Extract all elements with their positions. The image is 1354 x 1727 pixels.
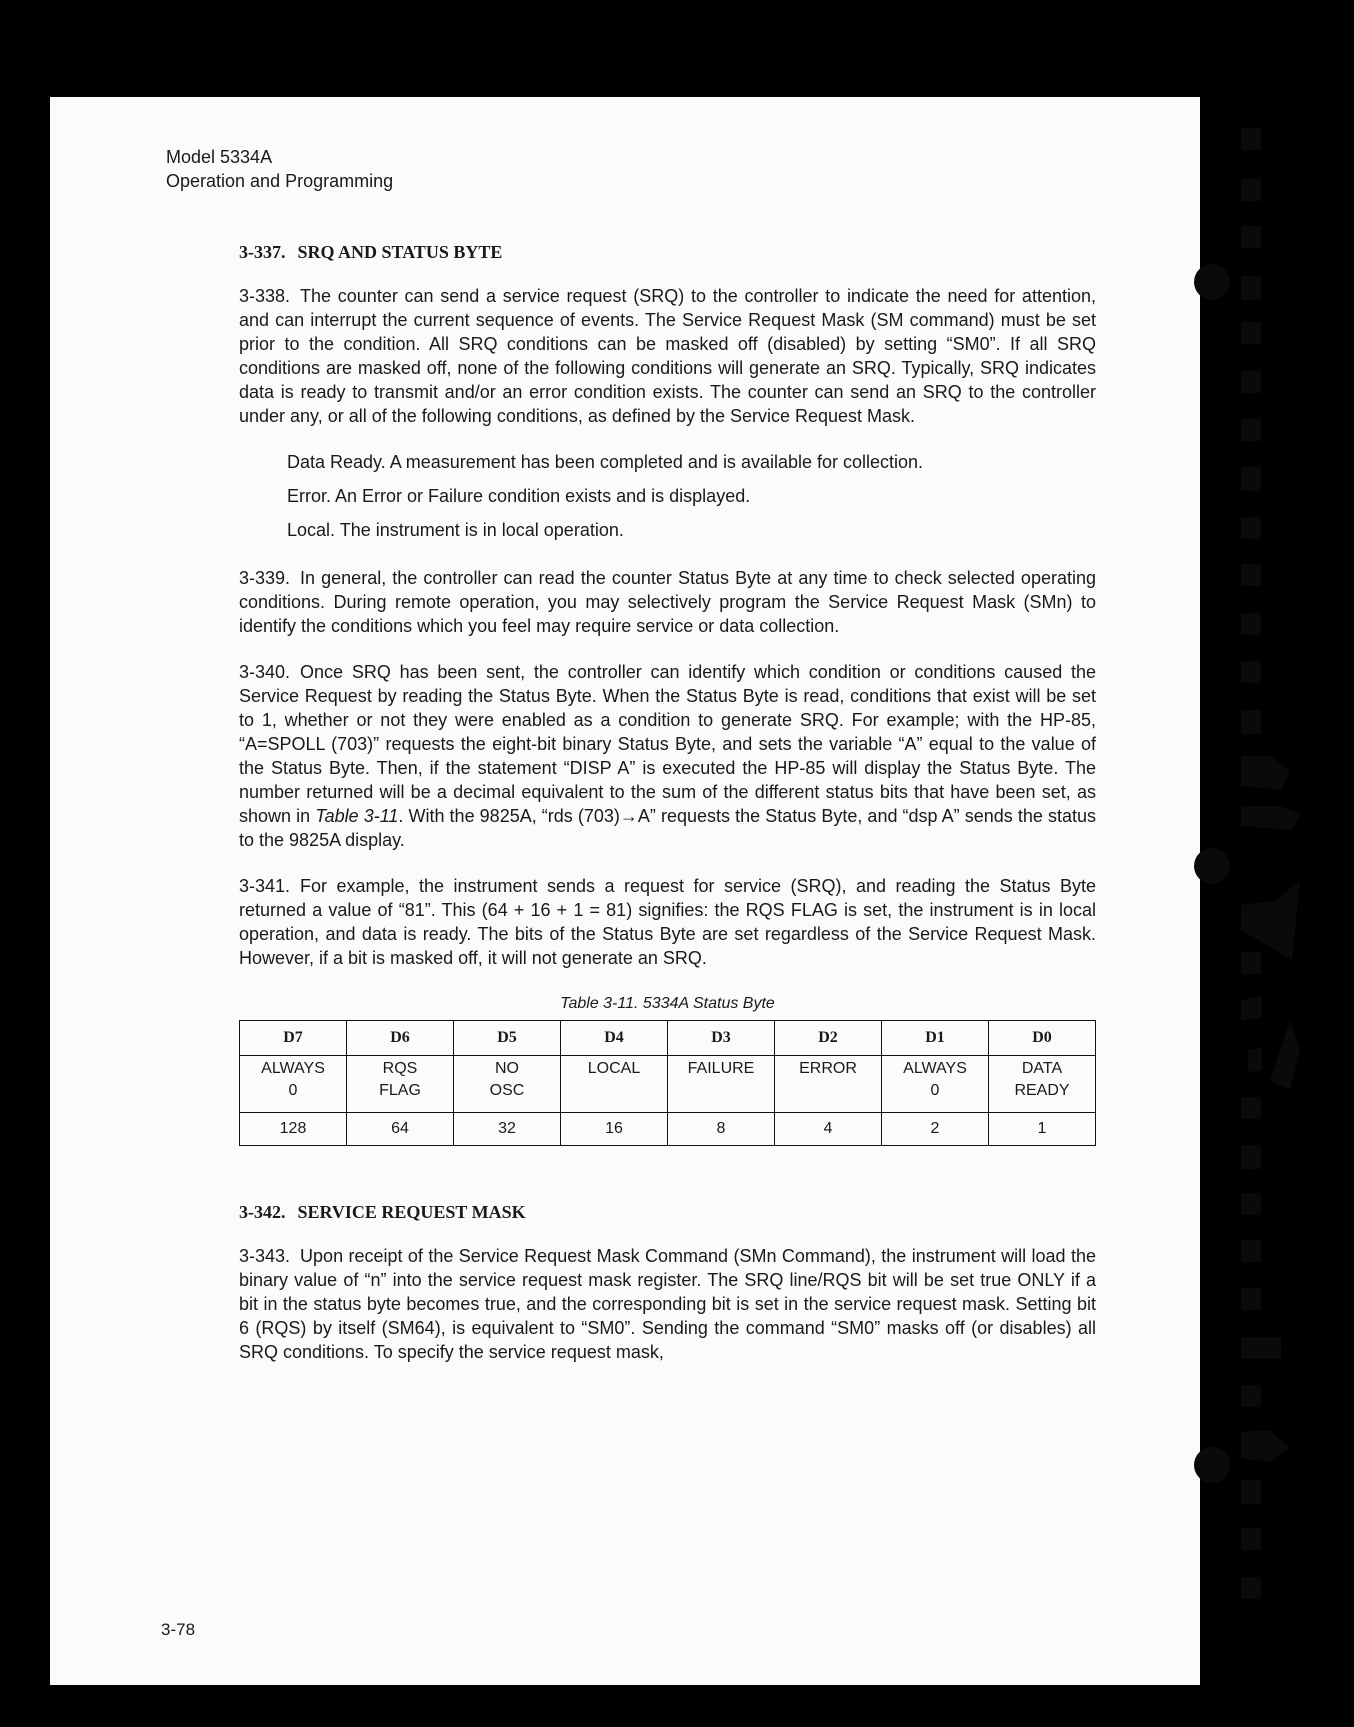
value-cell: 4	[775, 1113, 882, 1146]
page-number: 3-78	[161, 1620, 196, 1639]
status-byte-table	[239, 1020, 1096, 1146]
paragraph-text: For example, the instrument sends a request for service (SRQ), and reading the Status Byte returned a value of “81”. This (64 + 16 + 1 = 81) signifies: the RQS FLAG is set, the instrument is in local operation, and data is ready. The bits of the Status Byte are set regardless of the Service Request Mask. However, if a bit is masked off, it will not generate an SRQ.	[239, 876, 1096, 968]
description-line: FLAG	[379, 1082, 421, 1099]
value-cell: 8	[668, 1113, 775, 1146]
table-header-row	[240, 1021, 1096, 1056]
paragraph-3-341	[239, 874, 1096, 970]
description-line: READY	[1014, 1082, 1070, 1099]
description-line: OSC	[489, 1082, 525, 1099]
paragraph-number: 3-340.	[239, 662, 291, 682]
table-caption: Table 3-11. 5334A Status Byte	[560, 995, 775, 1012]
value-cell: 32	[454, 1113, 561, 1146]
table-row-values	[240, 1113, 1096, 1146]
section-heading-srq	[239, 240, 1096, 264]
description-line: ALWAYS	[261, 1060, 325, 1077]
section-number: 3-337.	[239, 242, 286, 262]
value-cell: 1	[989, 1113, 1096, 1146]
condition-local: Local. The instrument is in local operation.	[287, 520, 624, 540]
paragraph-text: Upon receipt of the Service Request Mask Command (SMn Command), the instrument will load the binary value of “n” into the service request mask register. The SRQ line/RQS bit will be set true ONLY if a bit in the status byte becomes true, and the corresponding bit is set in the service request mask. Setting bit 6 (RQS) by itself (SM64), is equivalent to “SM0”. Sending the command “SM0” masks off (or disables) all SRQ conditions. To specify the service request mask,	[239, 1246, 1096, 1362]
description-line: RQS	[382, 1060, 418, 1077]
condition-error: Error. An Error or Failure condition exists and is displayed.	[287, 486, 751, 506]
header-cell: D6	[347, 1021, 454, 1056]
paragraph-text-cont: . With the 9825A, “rds (703)→A” requests the Status Byte, and “dsp A” sends the status to the 9825A display.	[239, 806, 1096, 850]
description-cell	[240, 1056, 347, 1113]
description-line: 0	[930, 1082, 940, 1099]
section-heading-mask	[239, 1200, 1096, 1224]
paragraph-number: 3-341.	[239, 876, 291, 896]
paragraph-number: 3-343.	[239, 1246, 291, 1266]
paragraph-3-339	[239, 566, 1096, 638]
description-line: DATA	[1021, 1060, 1063, 1077]
paragraph-text: The counter can send a service request (SRQ) to the controller to indicate the need for attention, and can interrupt the current sequence of events. The Service Request Mask (SM command) must be set prior to the condition. All SRQ conditions can be masked off (disabled) by setting “SM0”. If all SRQ conditions are masked off, none of the following conditions will generate an SRQ. Typically, SRQ indicates data is ready to transmit and/or an error condition exists. The counter can send an SRQ to the controller under any, or all of the following conditions, as defined by the Service Request Mask.	[239, 286, 1096, 426]
paragraph-3-338	[239, 284, 1096, 428]
header-cell: D5	[454, 1021, 561, 1056]
description-cell	[668, 1056, 775, 1113]
document-page	[50, 97, 1200, 1685]
section-title: SRQ AND STATUS BYTE	[297, 242, 503, 262]
header-cell: D3	[668, 1021, 775, 1056]
header-cell: D4	[561, 1021, 668, 1056]
model-name: Model 5334A	[166, 147, 273, 167]
description-cell	[989, 1056, 1096, 1113]
table-row-description	[240, 1056, 1096, 1113]
binder-marks	[1194, 128, 1300, 1599]
running-header	[166, 145, 393, 193]
paragraph-text: In general, the controller can read the counter Status Byte at any time to check selected operating conditions. During remote operation, you may selectively program the Service Request Mask (SMn) to identify the conditions which you feel may require service or data collection.	[239, 568, 1096, 636]
value-cell: 128	[240, 1113, 347, 1146]
paragraph-text: Once SRQ has been sent, the controller can identify which condition or conditions caused the Service Request by reading the Status Byte. When the Status Byte is read, conditions that exist will be set to 1, whether or not they were enabled as a condition to generate SRQ. For example; with the HP-85, “A=SPOLL (703)” requests the eight-bit binary Status Byte, and sets the variable “A” equal to the value of the Status Byte. Then, if the statement “DISP A” is executed the HP-85 will display the Status Byte. The number returned will be a decimal equivalent to the sum of the different status bits that have been set, as shown in	[239, 662, 1096, 826]
paragraph-number: 3-339.	[239, 568, 291, 588]
paragraph-3-340	[239, 660, 1096, 852]
value-cell: 64	[347, 1113, 454, 1146]
section-name: Operation and Programming	[166, 171, 394, 191]
paragraph-3-343	[239, 1244, 1096, 1364]
table-reference: Table 3-11	[315, 806, 399, 826]
value-cell: 16	[561, 1113, 668, 1146]
description-cell	[882, 1056, 989, 1113]
header-cell: D7	[240, 1021, 347, 1056]
condition-data-ready: Data Ready. A measurement has been completed and is available for collection.	[287, 452, 924, 472]
page-body	[239, 240, 1096, 1386]
description-cell	[347, 1056, 454, 1113]
description-line: 0	[288, 1082, 298, 1099]
header-cell: D1	[882, 1021, 989, 1056]
description-line: NO	[495, 1060, 519, 1077]
description-line: LOCAL	[587, 1060, 641, 1077]
description-cell	[775, 1056, 882, 1113]
section-title: SERVICE REQUEST MASK	[297, 1202, 526, 1222]
description-line: ERROR	[799, 1060, 857, 1077]
description-line: ALWAYS	[903, 1060, 967, 1077]
description-cell	[561, 1056, 668, 1113]
paragraph-number: 3-338.	[239, 286, 291, 306]
description-line: FAILURE	[687, 1060, 755, 1077]
value-cell: 2	[882, 1113, 989, 1146]
description-cell	[454, 1056, 561, 1113]
section-number: 3-342.	[239, 1202, 286, 1222]
header-cell: D2	[775, 1021, 882, 1056]
header-cell: D0	[989, 1021, 1096, 1056]
